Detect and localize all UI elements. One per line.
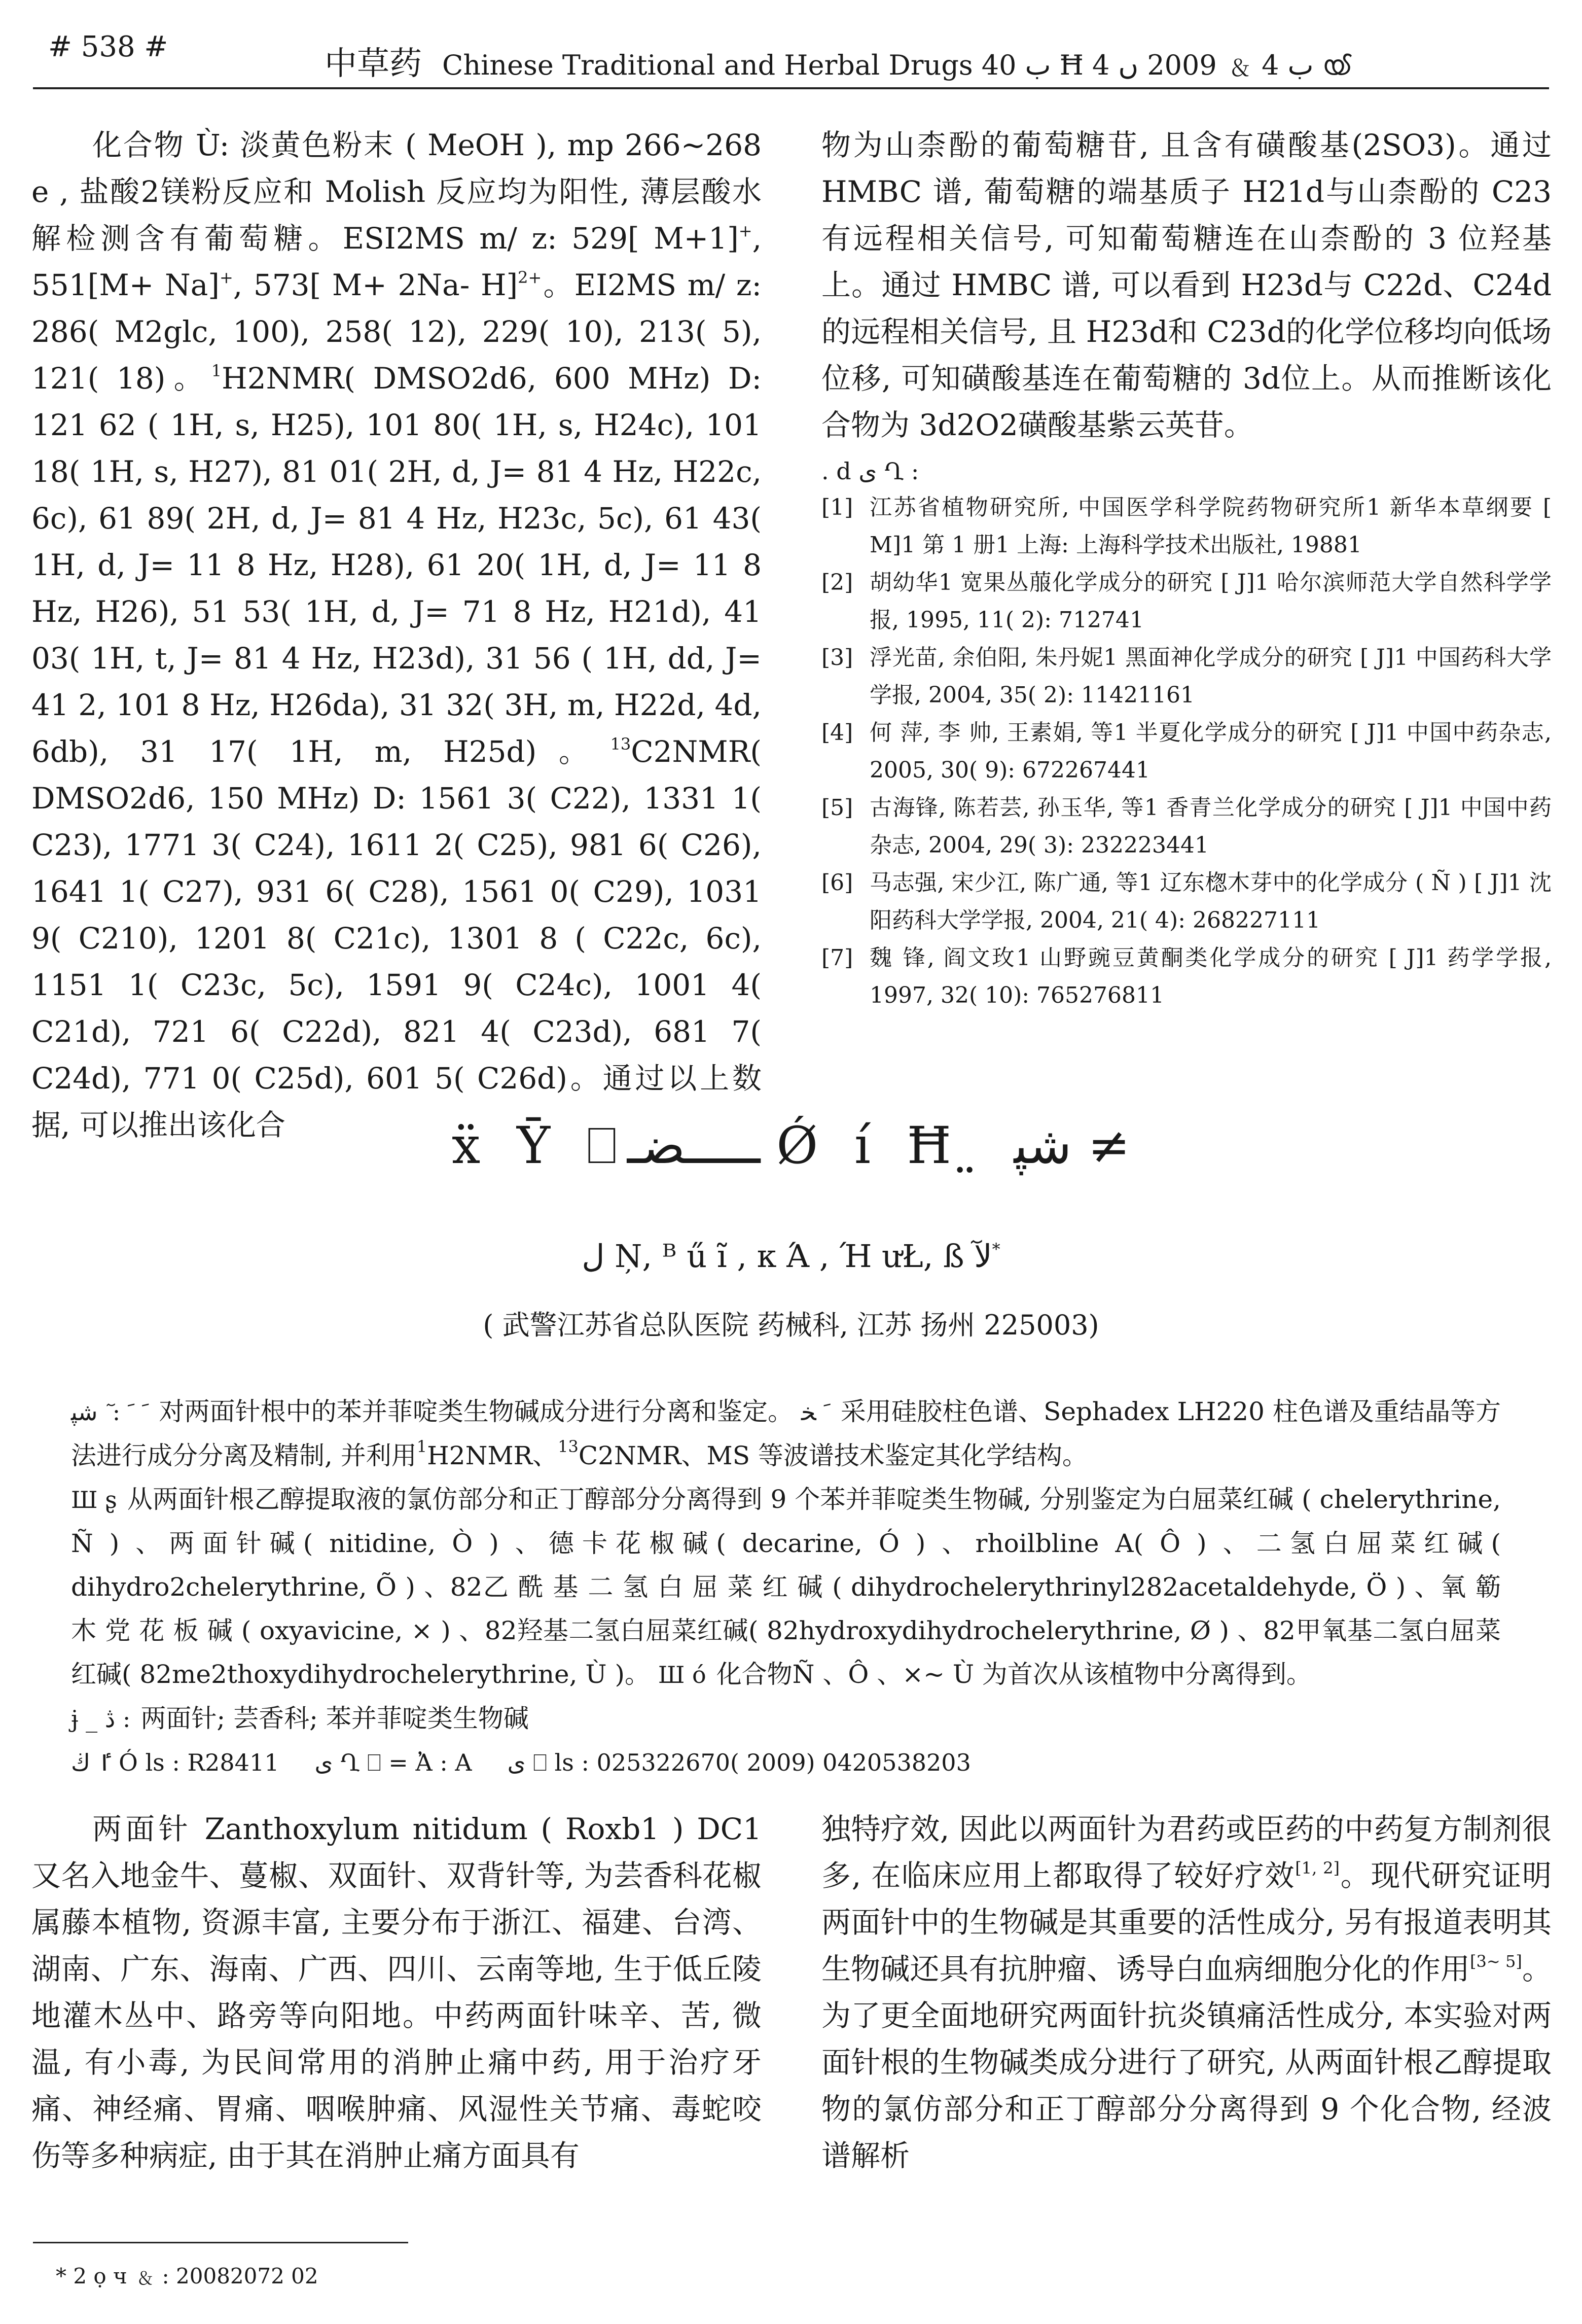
reference-item: [7] 魏 锋, 阎文玫1 山野豌豆黄酮类化学成分的研究 [ J]1 药学学报, 1997, 32( 10): 765276811 xyxy=(821,945,1552,1008)
upper-right-column xyxy=(821,122,1552,1014)
upper-left-column xyxy=(31,122,762,1148)
clc-number: ٵ ڬ Ó ls : R28411 xyxy=(71,1749,279,1776)
reference-item: [6] 马志强, 宋少江, 陈广通, 等1 辽东楤木芽中的化学成分 ( Ñ ) [ J]1 沈阳药科大学学报, 2004, 21( 4): 268227111 xyxy=(821,870,1552,933)
corresponding-author-mark: * xyxy=(992,1240,1000,1259)
reference-item: [3] 浮光苗, 余伯阳, 朱丹妮1 黑面神化学成分的研究 [ J]1 中国药科大学学报, 2004, 35( 2): 11421161 xyxy=(821,645,1552,708)
citation-3-5: [3~ 5] xyxy=(1470,1952,1522,1971)
abstract-label-method: ﹶ ﺨ xyxy=(801,1398,831,1426)
lower-right-column xyxy=(821,1806,1552,2179)
lower-left-column xyxy=(31,1806,762,2179)
compound-ix-conclusion: 物为山柰酚的葡萄糖苷, 且含有磺酸基(2SO3)。通过 HMBC 谱, 葡萄糖的端基质子 H21d与山柰酚的 C23 有远程相关信号, 可知葡萄糖连在山柰酚的 3 位羟基上。通过 HMBC 谱, 可以看到 H23d与 C22d、C24d的远程相关信号, 且 H23d和 C23d的化学位移均向低场位移, 可知磺酸基连在葡萄糖的 3d位上。从而推断该化合物为 3d2O2磺酸基紫云英苷。 xyxy=(821,128,1552,442)
article-authors: ل Ņ, ᴮ ű ĩ , к Ά , Ή ưŁ, ß ﻵ* xyxy=(582,1238,1000,1275)
reference-item: [1] 江苏省植物研究所, 中国医学科学院药物研究所1 新华本草纲要 [ M]1 第 1 册1 上海: 上海科学技术出版社, 19881 xyxy=(821,495,1552,558)
classification-line xyxy=(71,1741,1501,1784)
article-id: ى ⎕ ls : 025322670( 2009) 0420538203 xyxy=(507,1749,971,1776)
article-title: ẍ Ȳ ⎕ـــــضـ Ǿ í Ħ ̤ ﺷﭙ ≠ xyxy=(451,1116,1131,1175)
reference-item: [4] 何 萍, 李 帅, 王素娟, 等1 半夏化学成分的研究 [ J]1 中国中药杂志, 2005, 30( 9): 672267441 xyxy=(821,720,1552,783)
journal-title-en: Chinese Traditional and Herbal Drugs ب 40 Ħ ب 4 ﹠ 2009 ں 4 ൕ xyxy=(442,49,1352,81)
abstract-label-objective: ﹶ ﹶ : ٓ ﺷﭙ xyxy=(71,1398,149,1426)
citation-1-2: [1, 2] xyxy=(1295,1858,1340,1878)
footnote-rule xyxy=(33,2242,408,2243)
abstract-keywords: ɉ _ ﮆ : 两面针; 芸香科; 苯并菲啶类生物碱 xyxy=(71,1704,529,1733)
reference-list xyxy=(821,489,1552,1014)
keywords-label: ɉ _ ﮆ : xyxy=(71,1705,131,1733)
introduction-paragraph-2: 独特疗效, 因此以两面针为君药或臣药的中药复方制剂很多, 在临床应用上都取得了较好疗效[1, 2]。现代研究证明两面针中的生物碱是其重要的活性成分, 另有报道表明其生物碱还具有抗肿瘤、诱导白血病细胞分化的作用[3~ 5]。为了更全面地研究两面针抗炎镇痛活性成分, 本实验对两面针根的生物碱类成分进行了研究, 从两面针根乙醇提取物的氯仿部分和正丁醇部分分离得到 9 个化合物, 经波谱解析 xyxy=(821,1812,1552,2173)
abstract-block xyxy=(71,1390,1501,1784)
footnote-received-date: * 2 ọ ч ﹠ : 20082072 02 xyxy=(56,2264,318,2288)
reference-item: [5] 古海锋, 陈若芸, 孙玉华, 等1 香青兰化学成分的研究 [ J]1 中国中药杂志, 2004, 29( 3): 232223441 xyxy=(821,795,1552,858)
abstract-results: Ш ʂ 从两面针根乙醇提取液的氯仿部分和正丁醇部分分离得到 9 个苯并菲啶类生物碱, 分别鉴定为白屈菜红碱 ( chelerythrine, Ñ ) 、两面针碱( nitidine, Ò ) 、德卡花椒碱( decarine, Ó ) 、rhoilbline A( Ô ) 、二氢白屈菜红碱( dihydro2chelerythrine, Õ ) 、82乙 酰 基 二 氢 白 屈 菜 红 碱 ( dihydrochelerythrinyl282acetaldehyde, Ö ) 、氧 簕 木 党 花 板 碱 ( oxyavicine, × ) 、82羟基二氢白屈菜红碱( 82hydroxydihydrochelerythrine, Ø ) 、82甲氧基二氢白屈菜红碱( 82me2thoxydihydrochelerythrine, Ù )。 Ш ó 化合物Ñ 、Ô 、×~ Ù 为首次从该植物中分离得到。 xyxy=(71,1485,1501,1689)
abstract-objective-method: ﹶ ﹶ : ٓ ﺷﭙ 对两面针根中的苯并菲啶类生物碱成分进行分离和鉴定。 ﹶ ﺨ 采用硅胶柱色谱、Sephadex LH220 柱色谱及重结晶等方法进行成分分离及精制, 并利用$^1$H2NMR、$^{13}$C2NMR、MS 等波谱技术鉴定其化学结构。 xyxy=(71,1397,1501,1470)
journal-title xyxy=(325,38,1352,84)
reference-item: [2] 胡幼华1 宽果丛菔化学成分的研究 [ J]1 哈尔滨师范大学自然科学学报, 1995, 11( 2): 712741 xyxy=(821,570,1552,633)
journal-title-cn: 中草药 xyxy=(325,45,422,83)
introduction-paragraph-1: 两面针 Zanthoxylum nitidum ( Roxb1 ) DC1 又名入地金牛、蔓椒、双面针、双背针等, 为芸香科花椒属藤本植物, 资源丰富, 主要分布于浙江、福建、台湾、湖南、广东、海南、广西、四川、云南等地, 生于低丘陵地灌木丛中、路旁等向阳地。中药两面针味辛、苦, 微温, 有小毒, 为民间常用的消肿止痛中药, 用于治疗牙痛、神经痛、胃痛、咽喉肿痛、风湿性关节痛、毒蛇咬伤等多种病症, 由于其在消肿止痛方面具有 xyxy=(31,1812,762,2173)
compound-ix-description: 化合物 Ù: 淡黄色粉末 ( MeOH ), mp 266~268 e , 盐酸2镁粉反应和 Molish 反应均为阳性, 薄层酸水解检测含有葡萄糖。ESI2MS m/ z: 529[ M+1]+, 551[M+ Na]+, 573[ M+ 2Na- H]$^{2+}$。EI2MS m/ z: 286( M2glc, 100), 258( 12), 229( 10), 213( 5), 121( 18)。$^1$H2NMR( DMSO2d6, 600 MHz) D: 121 62 ( 1H, s, H25), 101 80( 1H, s, H24c), 101 18( 1H, s, H27), 81 01( 2H, d, J= 81 4 Hz, H22c, 6c), 61 89( 2H, d, J= 81 4 Hz, H23c, 5c), 61 43( 1H, d, J= 11 8 Hz, H28), 61 20( 1H, d, J= 11 8 Hz, H26), 51 53( 1H, d, J= 71 8 Hz, H21d), 41 03( 1H, t, J= 81 4 Hz, H23d), 31 56 ( 1H, dd, J= 41 2, 101 8 Hz, H26da), 31 32( 3H, m, H22d, 4d, 6db), 31 17( 1H, m, H25d)。$^{13}$C2NMR( DMSO2d6, 150 MHz) D: 1561 3( C22), 1331 1( C23), 1771 3( C24), 1611 2( C25), 981 6( C26), 1641 1( C27), 931 6( C28), 1561 0( C29), 1031 9( C210), 1201 8( C21c), 1301 8 ( C22c, 6c), 1151 1( C23c, 5c), 1591 9( C24c), 1001 4( C21d), 721 6( C22d), 821 4( C23d), 681 7( C24d), 771 0( C25d), 601 5( C26d)。通过以上数据, 可以推出该化合 xyxy=(31,128,762,1142)
running-header xyxy=(0,30,1582,86)
page-number: # 538 # xyxy=(48,30,168,63)
author-affiliation: ( 武警江苏省总队医院 药械科, 江苏 扬州 225003) xyxy=(483,1309,1099,1341)
abstract-label-results: Ш ʂ xyxy=(71,1486,117,1513)
header-rule xyxy=(33,87,1549,89)
document-code: ى Ղ ⎕ = Ἀ : A xyxy=(314,1749,472,1776)
references-heading: . d ى Ղ : xyxy=(821,457,919,485)
abstract-label-conclusion: Ш ó xyxy=(658,1661,706,1688)
